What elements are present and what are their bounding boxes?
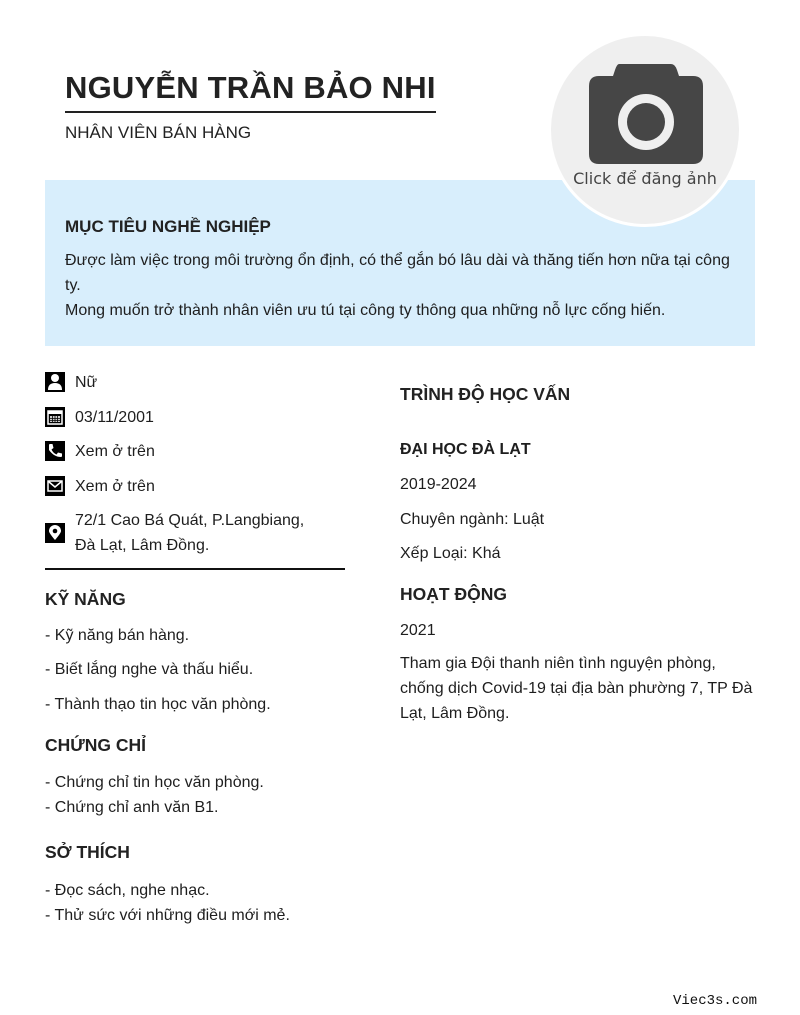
job-title: NHÂN VIÊN BÁN HÀNG xyxy=(65,123,252,142)
location-icon xyxy=(45,523,65,543)
activity-description: Tham gia Đội thanh niên tình nguyện phòng, chống dịch Covid-19 tại địa bàn phường 7, TP Đà Lạt, Lâm Đồng. xyxy=(400,655,753,722)
hobbies-heading: SỞ THÍCH xyxy=(45,841,130,862)
education-heading: TRÌNH ĐỘ HỌC VẤN xyxy=(400,384,571,404)
camera-icon xyxy=(589,64,703,164)
email-value: Xem ở trên xyxy=(75,477,155,495)
hobby-item: - Đọc sách, nghe nhạc. xyxy=(45,881,210,899)
address-value: 72/1 Cao Bá Quát, P.Langbiang, Đà Lạt, Lâm Đồng. xyxy=(75,512,305,554)
certificate-item: - Chứng chỉ anh văn B1. xyxy=(45,798,219,816)
certificates-list xyxy=(45,770,345,820)
info-phone xyxy=(45,439,345,464)
phone-icon xyxy=(45,441,65,461)
section-divider xyxy=(45,568,345,570)
birthdate-value: 03/11/2001 xyxy=(75,408,154,426)
education-major: Chuyên ngành: Luật xyxy=(400,511,545,528)
photo-upload-button[interactable] xyxy=(548,33,742,227)
career-objective-heading: MỤC TIÊU NGHỀ NGHIỆP xyxy=(65,217,271,236)
skill-item: - Biết lắng nghe và thấu hiểu. xyxy=(45,661,254,678)
hobbies-list xyxy=(45,878,345,928)
left-column xyxy=(45,370,345,928)
info-address xyxy=(45,508,345,558)
activities-heading: HOẠT ĐỘNG xyxy=(400,584,507,604)
phone-value: Xem ở trên xyxy=(75,443,155,460)
certificate-item: - Chứng chỉ tin học văn phòng. xyxy=(45,773,264,791)
education-grade: Xếp Loại: Khá xyxy=(400,545,501,562)
skill-item: - Thành thạo tin học văn phòng. xyxy=(45,695,271,713)
photo-upload-caption: Click để đăng ảnh xyxy=(573,169,717,188)
right-column xyxy=(400,383,760,726)
school-name: ĐẠI HỌC ĐÀ LẠT xyxy=(400,441,531,458)
certificates-heading: CHỨNG CHỈ xyxy=(45,734,147,755)
cv-header xyxy=(65,68,436,144)
education-period: 2019-2024 xyxy=(400,476,477,493)
info-email xyxy=(45,474,345,499)
career-objective-line-1: Được làm việc trong môi trường ổn định, có thể gắn bó lâu dài và thăng tiến hơn nữa tại công ty. xyxy=(65,252,730,294)
gender-value: Nữ xyxy=(75,374,98,391)
skills-heading: KỸ NĂNG xyxy=(45,588,126,609)
candidate-name: NGUYỄN TRẦN BẢO NHI xyxy=(65,68,436,113)
person-icon xyxy=(45,372,65,392)
skills-list xyxy=(45,623,345,717)
hobby-item: - Thử sức với những điều mới mẻ. xyxy=(45,906,290,924)
watermark: Viec3s.com xyxy=(673,993,758,1009)
info-birthdate xyxy=(45,405,345,430)
email-icon xyxy=(45,476,65,496)
calendar-icon xyxy=(45,407,65,427)
skill-item: - Kỹ năng bán hàng. xyxy=(45,626,190,644)
activity-year: 2021 xyxy=(400,622,436,639)
info-gender xyxy=(45,370,345,395)
career-objective-line-2: Mong muốn trở thành nhân viên ưu tú tại công ty thông qua những nỗ lực cống hiến. xyxy=(65,302,666,319)
